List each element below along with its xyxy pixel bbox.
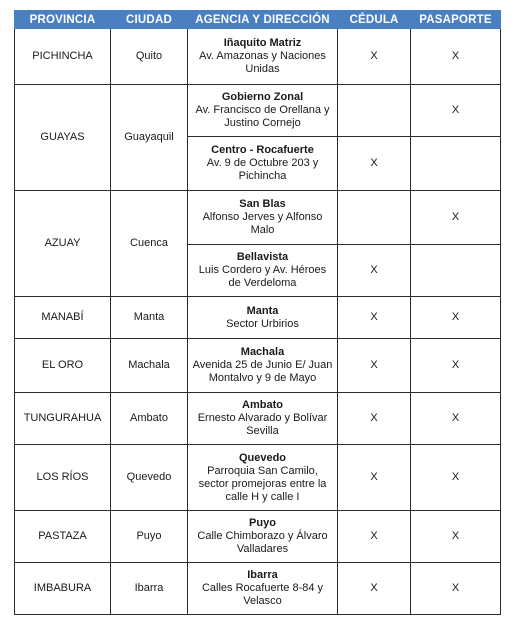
city-cell: Ibarra xyxy=(111,563,188,615)
province-cell: IMBABURA xyxy=(15,563,111,615)
table-row xyxy=(15,191,501,245)
cedula-mark: X xyxy=(338,339,411,393)
city-cell: Cuenca xyxy=(111,191,188,297)
agency-cell xyxy=(188,29,338,85)
cedula-mark xyxy=(338,85,411,137)
city-cell: Guayaquil xyxy=(111,85,188,191)
agency-cell xyxy=(188,339,338,393)
cedula-mark: X xyxy=(338,137,411,191)
agency-address: Alfonso Jerves y Alfonso Malo xyxy=(202,211,323,236)
city-cell: Quevedo xyxy=(111,445,188,511)
cedula-mark: X xyxy=(338,297,411,339)
agency-cell xyxy=(188,245,338,297)
agencies-table xyxy=(14,10,501,615)
header-pasaporte: PASAPORTE xyxy=(411,11,501,29)
pasaporte-mark: X xyxy=(411,29,501,85)
pasaporte-mark: X xyxy=(411,339,501,393)
agency-name: Puyo xyxy=(249,517,276,529)
cedula-mark: X xyxy=(338,245,411,297)
city-cell: Puyo xyxy=(111,511,188,563)
header-cedula: CÉDULA xyxy=(338,11,411,29)
agency-cell xyxy=(188,297,338,339)
agency-name: Ambato xyxy=(242,399,283,411)
table-row xyxy=(15,393,501,445)
agency-name: Manta xyxy=(246,304,279,317)
table-row xyxy=(15,297,501,339)
pasaporte-mark: X xyxy=(411,511,501,563)
city-cell: Machala xyxy=(111,339,188,393)
agency-address: Luis Cordero y Av. Héroes de Verdeloma xyxy=(198,264,327,289)
pasaporte-mark xyxy=(411,137,501,191)
province-cell: MANABÍ xyxy=(15,297,111,339)
pasaporte-mark: X xyxy=(411,445,501,511)
agency-address: Av. Amazonas y Naciones Unidas xyxy=(199,50,326,75)
cedula-mark xyxy=(338,191,411,245)
agency-name: Gobierno Zonal xyxy=(221,91,304,103)
cedula-mark: X xyxy=(338,511,411,563)
agency-address: Sector Urbirios xyxy=(226,317,299,330)
city-cell: Quito xyxy=(111,29,188,85)
agency-cell xyxy=(188,511,338,563)
agency-address: Calle Chimborazo y Álvaro Valladares xyxy=(197,530,328,555)
table-row xyxy=(15,563,501,615)
province-cell: PICHINCHA xyxy=(15,29,111,85)
header-agencia-direccion: AGENCIA Y DIRECCIÓN xyxy=(188,11,338,29)
agency-name: Machala xyxy=(240,346,285,358)
agency-cell xyxy=(188,445,338,511)
province-cell: AZUAY xyxy=(15,191,111,297)
agency-cell xyxy=(188,85,338,137)
agency-address: Parroquia San Camilo, sector promejoras entre la calle H y calle I xyxy=(198,464,327,503)
agency-address: Av. Francisco de Orellana y Justino Cornejo xyxy=(195,104,330,129)
agency-name: San Blas xyxy=(239,198,286,210)
cedula-mark: X xyxy=(338,393,411,445)
province-cell: LOS RÍOS xyxy=(15,445,111,511)
cedula-mark: X xyxy=(338,445,411,511)
pasaporte-mark: X xyxy=(411,563,501,615)
agency-address: Ernesto Alvarado y Bolívar Sevilla xyxy=(197,412,328,437)
pasaporte-mark xyxy=(411,245,501,297)
header-provincia: PROVINCIA xyxy=(15,11,111,29)
pasaporte-mark: X xyxy=(411,297,501,339)
province-cell: EL ORO xyxy=(15,339,111,393)
agency-cell xyxy=(188,137,338,191)
city-cell: Ambato xyxy=(111,393,188,445)
agency-name: Bellavista xyxy=(236,251,289,263)
table-header-row xyxy=(15,11,501,29)
table-row xyxy=(15,445,501,511)
table-row xyxy=(15,339,501,393)
agency-cell xyxy=(188,191,338,245)
province-cell: TUNGURAHUA xyxy=(15,393,111,445)
table-row xyxy=(15,29,501,85)
agency-name: Ibarra xyxy=(247,569,278,581)
province-cell: PASTAZA xyxy=(15,511,111,563)
agency-address: Avenida 25 de Junio E/ Juan Montalvo y 9 de Mayo xyxy=(192,359,333,384)
agency-name: Centro - Rocafuerte xyxy=(211,144,314,156)
pasaporte-mark: X xyxy=(411,191,501,245)
agency-name: Iñaquito Matriz xyxy=(223,37,302,49)
cedula-mark: X xyxy=(338,29,411,85)
pasaporte-mark: X xyxy=(411,85,501,137)
pasaporte-mark: X xyxy=(411,393,501,445)
cedula-mark: X xyxy=(338,563,411,615)
table-row xyxy=(15,85,501,137)
agency-cell xyxy=(188,393,338,445)
agency-cell xyxy=(188,563,338,615)
province-cell: GUAYAS xyxy=(15,85,111,191)
city-cell: Manta xyxy=(111,297,188,339)
agency-name: Quevedo xyxy=(238,451,287,464)
table-row xyxy=(15,511,501,563)
agency-address: Av. 9 de Octubre 203 y Pichincha xyxy=(206,157,319,182)
agency-address: Calles Rocafuerte 8-84 y Velasco xyxy=(201,582,324,607)
header-ciudad: CIUDAD xyxy=(111,11,188,29)
